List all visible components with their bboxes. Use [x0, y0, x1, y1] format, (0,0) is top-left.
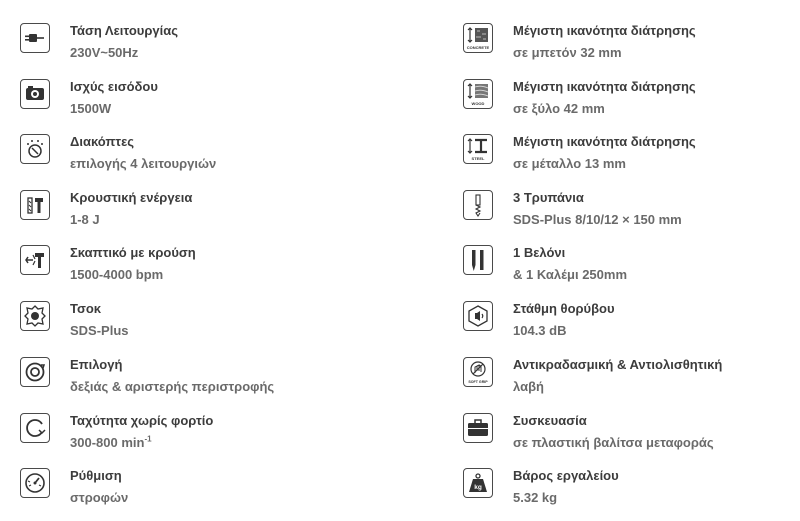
spec-wood-capacity [463, 76, 696, 126]
spec-input-power [20, 76, 158, 126]
spec-title: Κρουστική ενέργεια [70, 190, 193, 205]
concrete-drilling-icon [463, 23, 493, 53]
spec-value: σε ξύλο 42 mm [513, 101, 605, 116]
spec-value: σε μέταλλο 13 mm [513, 156, 626, 171]
spec-value: 104.3 dB [513, 323, 567, 338]
rotation-direction-icon [20, 357, 50, 387]
spec-soft-grip [463, 354, 722, 404]
carry-case-icon [463, 413, 493, 443]
spec-no-load-speed [20, 410, 213, 460]
spec-value: 1500W [70, 101, 112, 116]
spec-switches [20, 131, 216, 181]
no-load-speed-icon [20, 413, 50, 443]
spec-drill-bits [463, 187, 682, 237]
spec-title: Μέγιστη ικανότητα διάτρησης [513, 23, 696, 38]
drill-bit-icon [463, 190, 493, 220]
impact-energy-icon [20, 190, 50, 220]
power-plug-icon [20, 23, 50, 53]
spec-chuck [20, 298, 129, 348]
spec-steel-capacity [463, 131, 696, 181]
spec-value: 1-8 J [70, 212, 100, 227]
spec-voltage [20, 20, 178, 70]
spec-value: 5.32 kg [513, 490, 558, 505]
spec-title: Αντικραδασμική & Αντιολισθητική [513, 357, 723, 372]
soft-grip-icon [463, 357, 493, 387]
spec-value: 230V~50Hz [70, 45, 139, 60]
spec-speed-control [20, 465, 128, 515]
spec-title: 3 Τρυπάνια [513, 190, 584, 205]
icon-caption: SOFT GRIP [468, 380, 488, 384]
spec-title: Βάρος εργαλείου [513, 468, 619, 483]
spec-noise-level [463, 298, 615, 348]
mode-selector-icon [20, 134, 50, 164]
spec-title: Μέγιστη ικανότητα διάτρησης [513, 134, 696, 149]
spec-title: Ρύθμιση [70, 468, 122, 483]
spec-packaging [463, 410, 714, 460]
spec-concrete-capacity [463, 20, 696, 70]
spec-title: 1 Βελόνι [513, 245, 566, 260]
icon-caption: CONCRETE [466, 45, 490, 50]
spec-title: Σκαπτικό με κρούση [70, 245, 196, 260]
spec-title: Τσοκ [70, 301, 102, 316]
spec-value: σε πλαστική βαλίτσα μεταφοράς [513, 435, 714, 450]
spec-value: στροφών [70, 490, 129, 505]
spec-chisels [463, 242, 627, 292]
motor-power-icon [20, 79, 50, 109]
spec-value: 1500-4000 bpm [70, 267, 164, 282]
speed-value-text: 300-800 min [70, 435, 145, 450]
speed-gauge-icon [20, 468, 50, 498]
icon-caption: STEEL [471, 156, 485, 161]
spec-rotation [20, 354, 274, 404]
icon-caption: WOOD [471, 101, 485, 106]
spec-value: δεξιάς & αριστερής περιστροφής [70, 379, 275, 394]
spec-value: SDS-Plus 8/10/12 × 150 mm [513, 212, 682, 227]
icon-caption: kg [474, 484, 482, 491]
spec-title: Διακόπτες [70, 134, 135, 149]
spec-title: Επιλογή [70, 357, 123, 372]
spec-title: Συσκευασία [513, 413, 587, 428]
spec-impact-energy [20, 187, 192, 237]
spec-title: Μέγιστη ικανότητα διάτρησης [513, 79, 696, 94]
spec-hammer-rate [20, 242, 196, 292]
spec-value: SDS-Plus [70, 323, 129, 338]
spec-value: επιλογής 4 λειτουργιών [70, 156, 217, 171]
noise-level-icon [463, 301, 493, 331]
weight-icon [463, 468, 493, 498]
speed-unit-exponent: -1 [144, 434, 152, 444]
wood-drilling-icon [463, 79, 493, 109]
spec-weight [463, 465, 619, 515]
spec-title: Τάση Λειτουργίας [70, 23, 178, 38]
pointed-chisel-icon [463, 245, 493, 275]
steel-drilling-icon [463, 134, 493, 164]
spec-value: λαβή [513, 379, 544, 394]
spec-value: & 1 Καλέμι 250mm [513, 267, 628, 282]
spec-title: Στάθμη θορύβου [513, 301, 615, 316]
spec-title: Ισχύς εισόδου [70, 79, 158, 94]
hammer-drill-icon [20, 245, 50, 275]
chuck-icon [20, 301, 50, 331]
spec-title: Ταχύτητα χωρίς φορτίο [70, 413, 214, 428]
spec-value [70, 434, 213, 452]
spec-value: σε μπετόν 32 mm [513, 45, 622, 60]
